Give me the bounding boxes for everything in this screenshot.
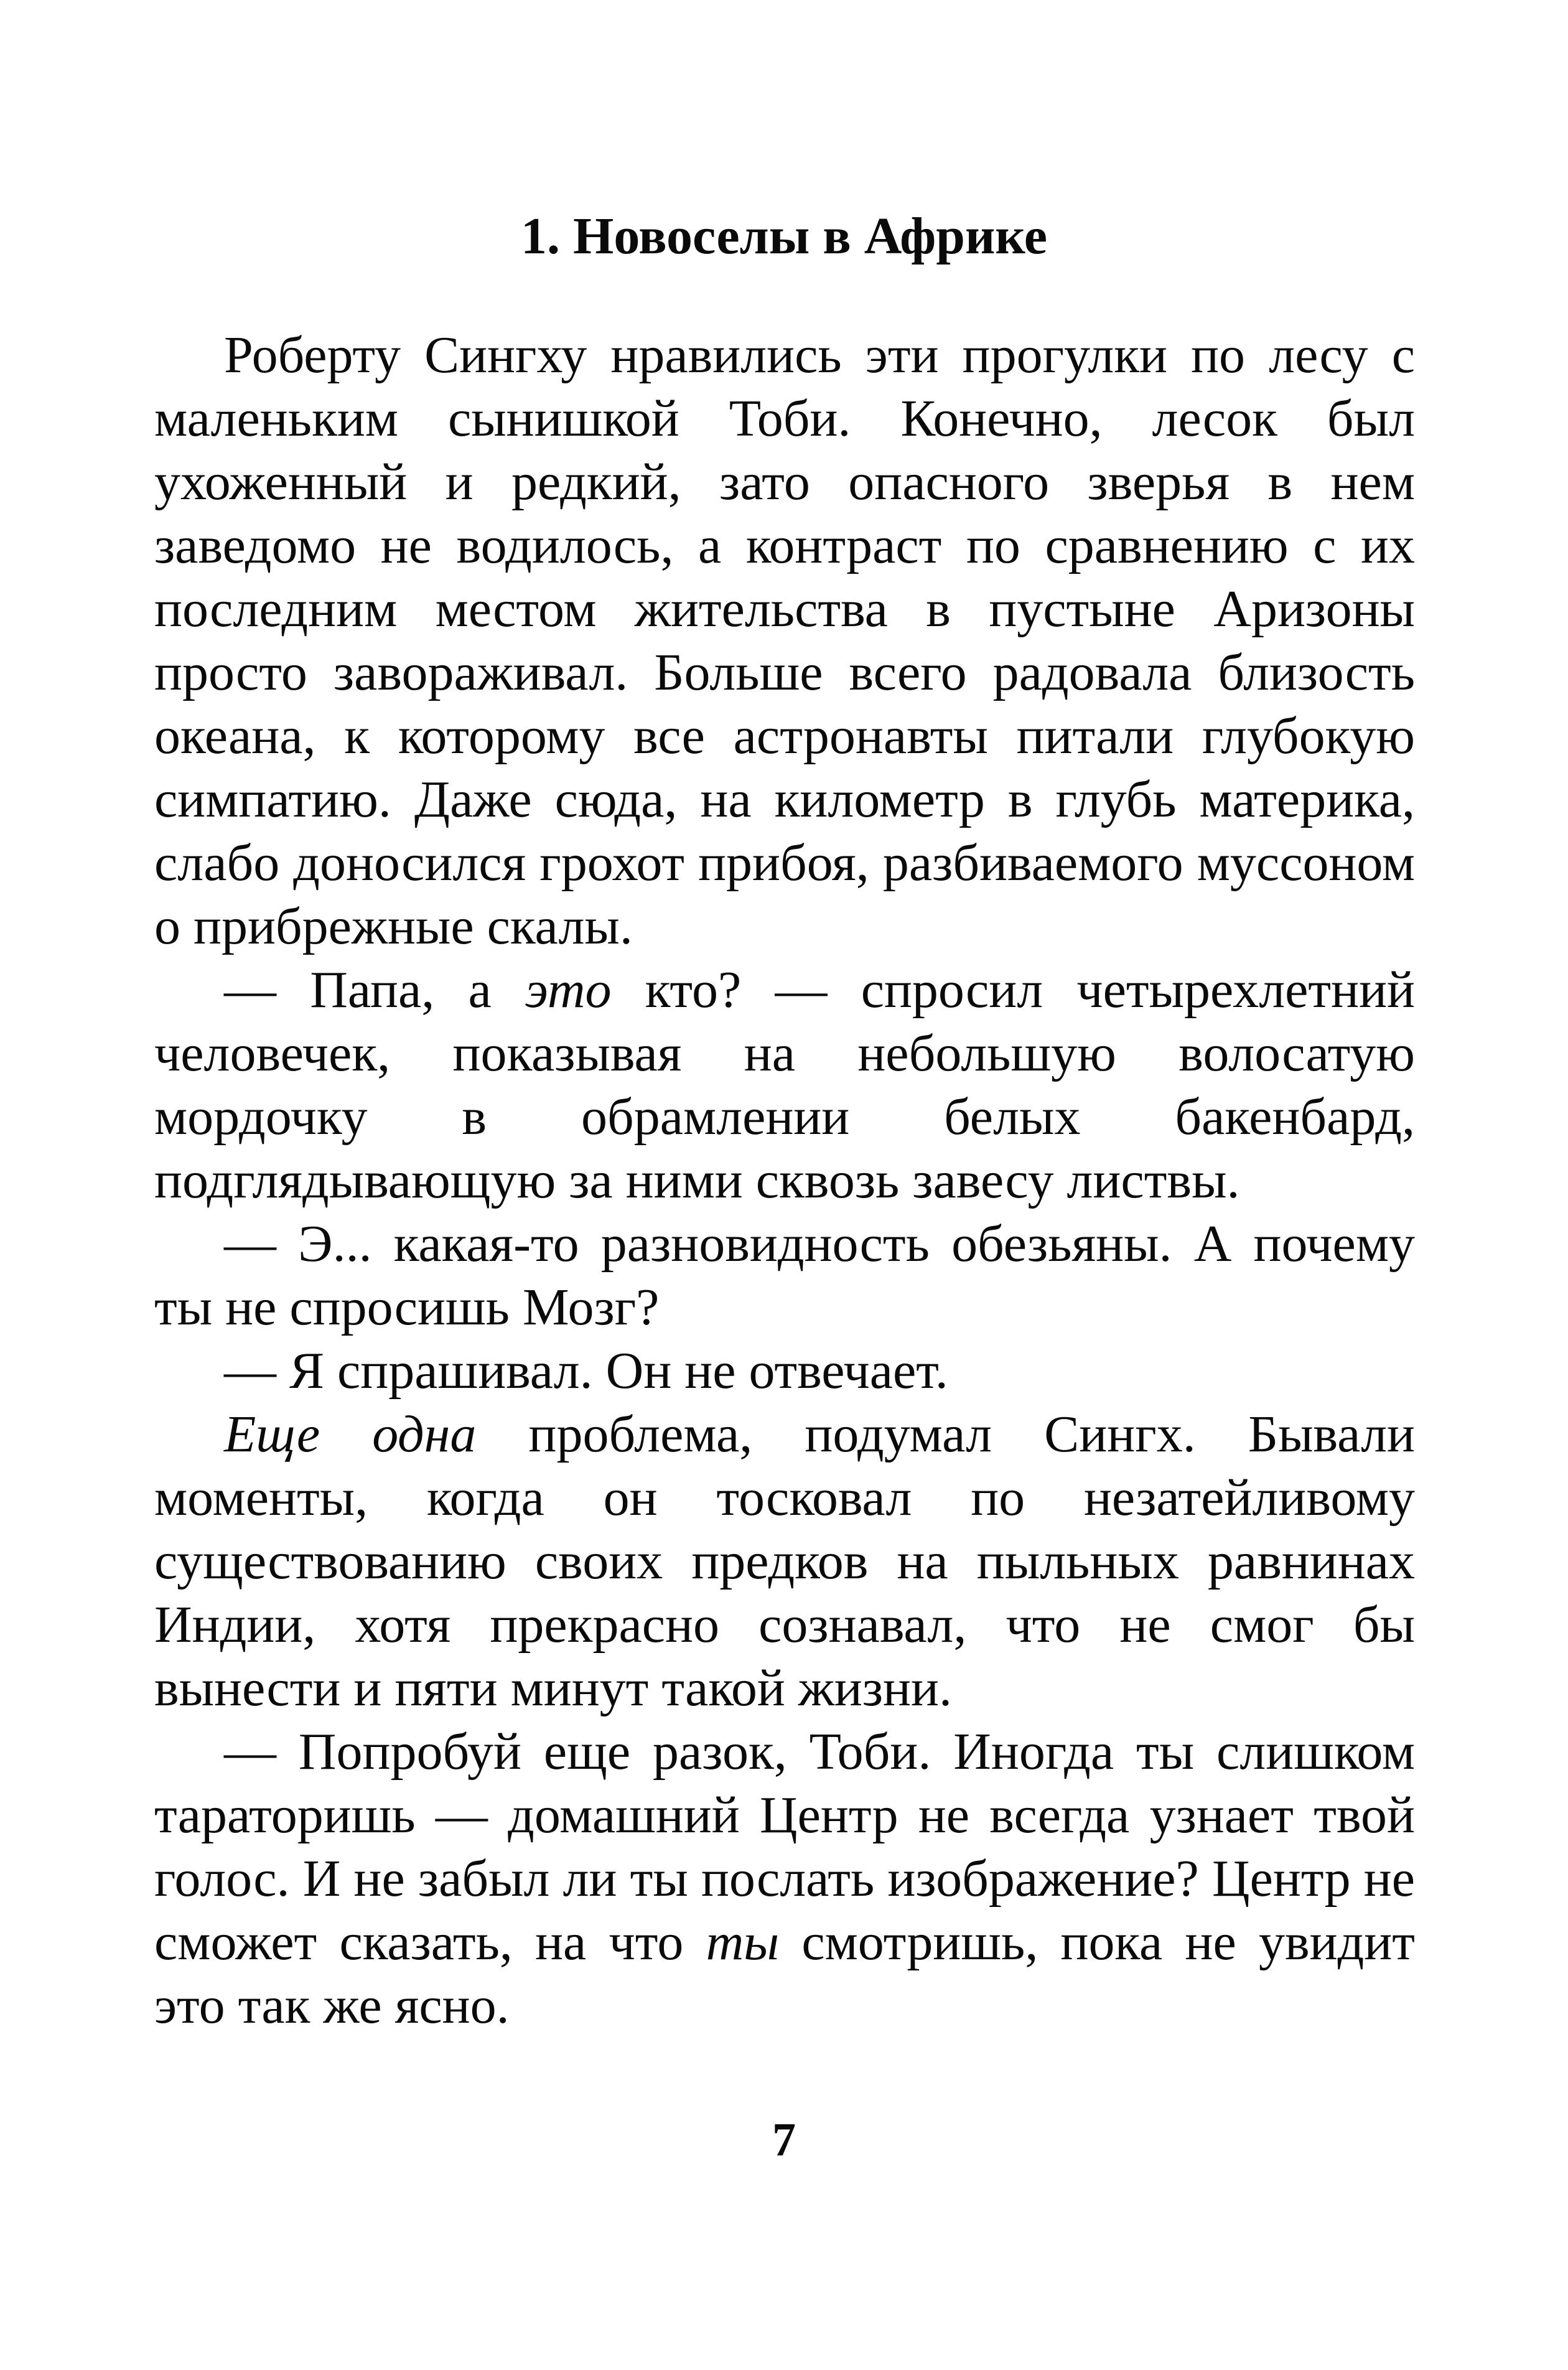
paragraph [154,958,1415,1212]
page-number: 7 [772,2114,796,2166]
text-run: кто? — спросил четырехлетний человечек, показывая на небольшую волосатую мордочку в обрамлении белых бакенбард, подглядывающую за ними сквозь завесу листвы. [154,961,1415,1209]
paragraph [154,1212,1415,1339]
text-run: — Я спрашивал. Он не отвечает. [224,1342,948,1400]
text-run: — Папа, а [224,961,525,1019]
paragraph [154,1720,1415,2038]
chapter-title: 1. Новоселы в Африке [521,207,1047,265]
paragraph [154,1403,1415,1720]
text-run: — Попробуй еще разок, Тоби. Иногда ты слишком тараторишь — домашний Центр не всегда узнает твой голос. И не забыл ли ты послать изображение? Центр не сможет сказать, на что [154,1723,1415,1971]
paragraph [154,1339,1415,1403]
paragraph [154,324,1415,958]
italic-text: ты [706,1913,780,1971]
italic-text: Еще одна [224,1405,477,1463]
body-text [154,324,1415,2038]
text-run: Роберту Сингху нравились эти прогулки по лесу с маленьким сынишкой Тоби. Конечно, лесок был ухоженный и редкий, зато опасного зверья в нем заведомо не водилось, а контраст по сравнению с их последним местом жительства в пустыне Аризоны просто завораживал. Больше всего радовала близость океана, к которому все астронавты питали глубокую симпатию. Даже сюда, на километр в глубь материка, слабо доносился грохот прибоя, разбиваемого муссоном о прибрежные скалы. [154,326,1415,955]
text-run: смотришь, пока не увидит это так же ясно. [154,1913,1415,2035]
text-run: проблема, подумал Сингх. Бывали моменты, когда он тосковал по незатейливому существованию своих предков на пыльных равнинах Индии, хотя прекрасно сознавал, что не смог бы вынести и пяти минут такой жизни. [154,1405,1416,1717]
italic-text: это [525,961,612,1019]
text-run: — Э... какая-то разновидность обезьяны. А почему ты не спросишь Мозг? [154,1215,1415,1336]
